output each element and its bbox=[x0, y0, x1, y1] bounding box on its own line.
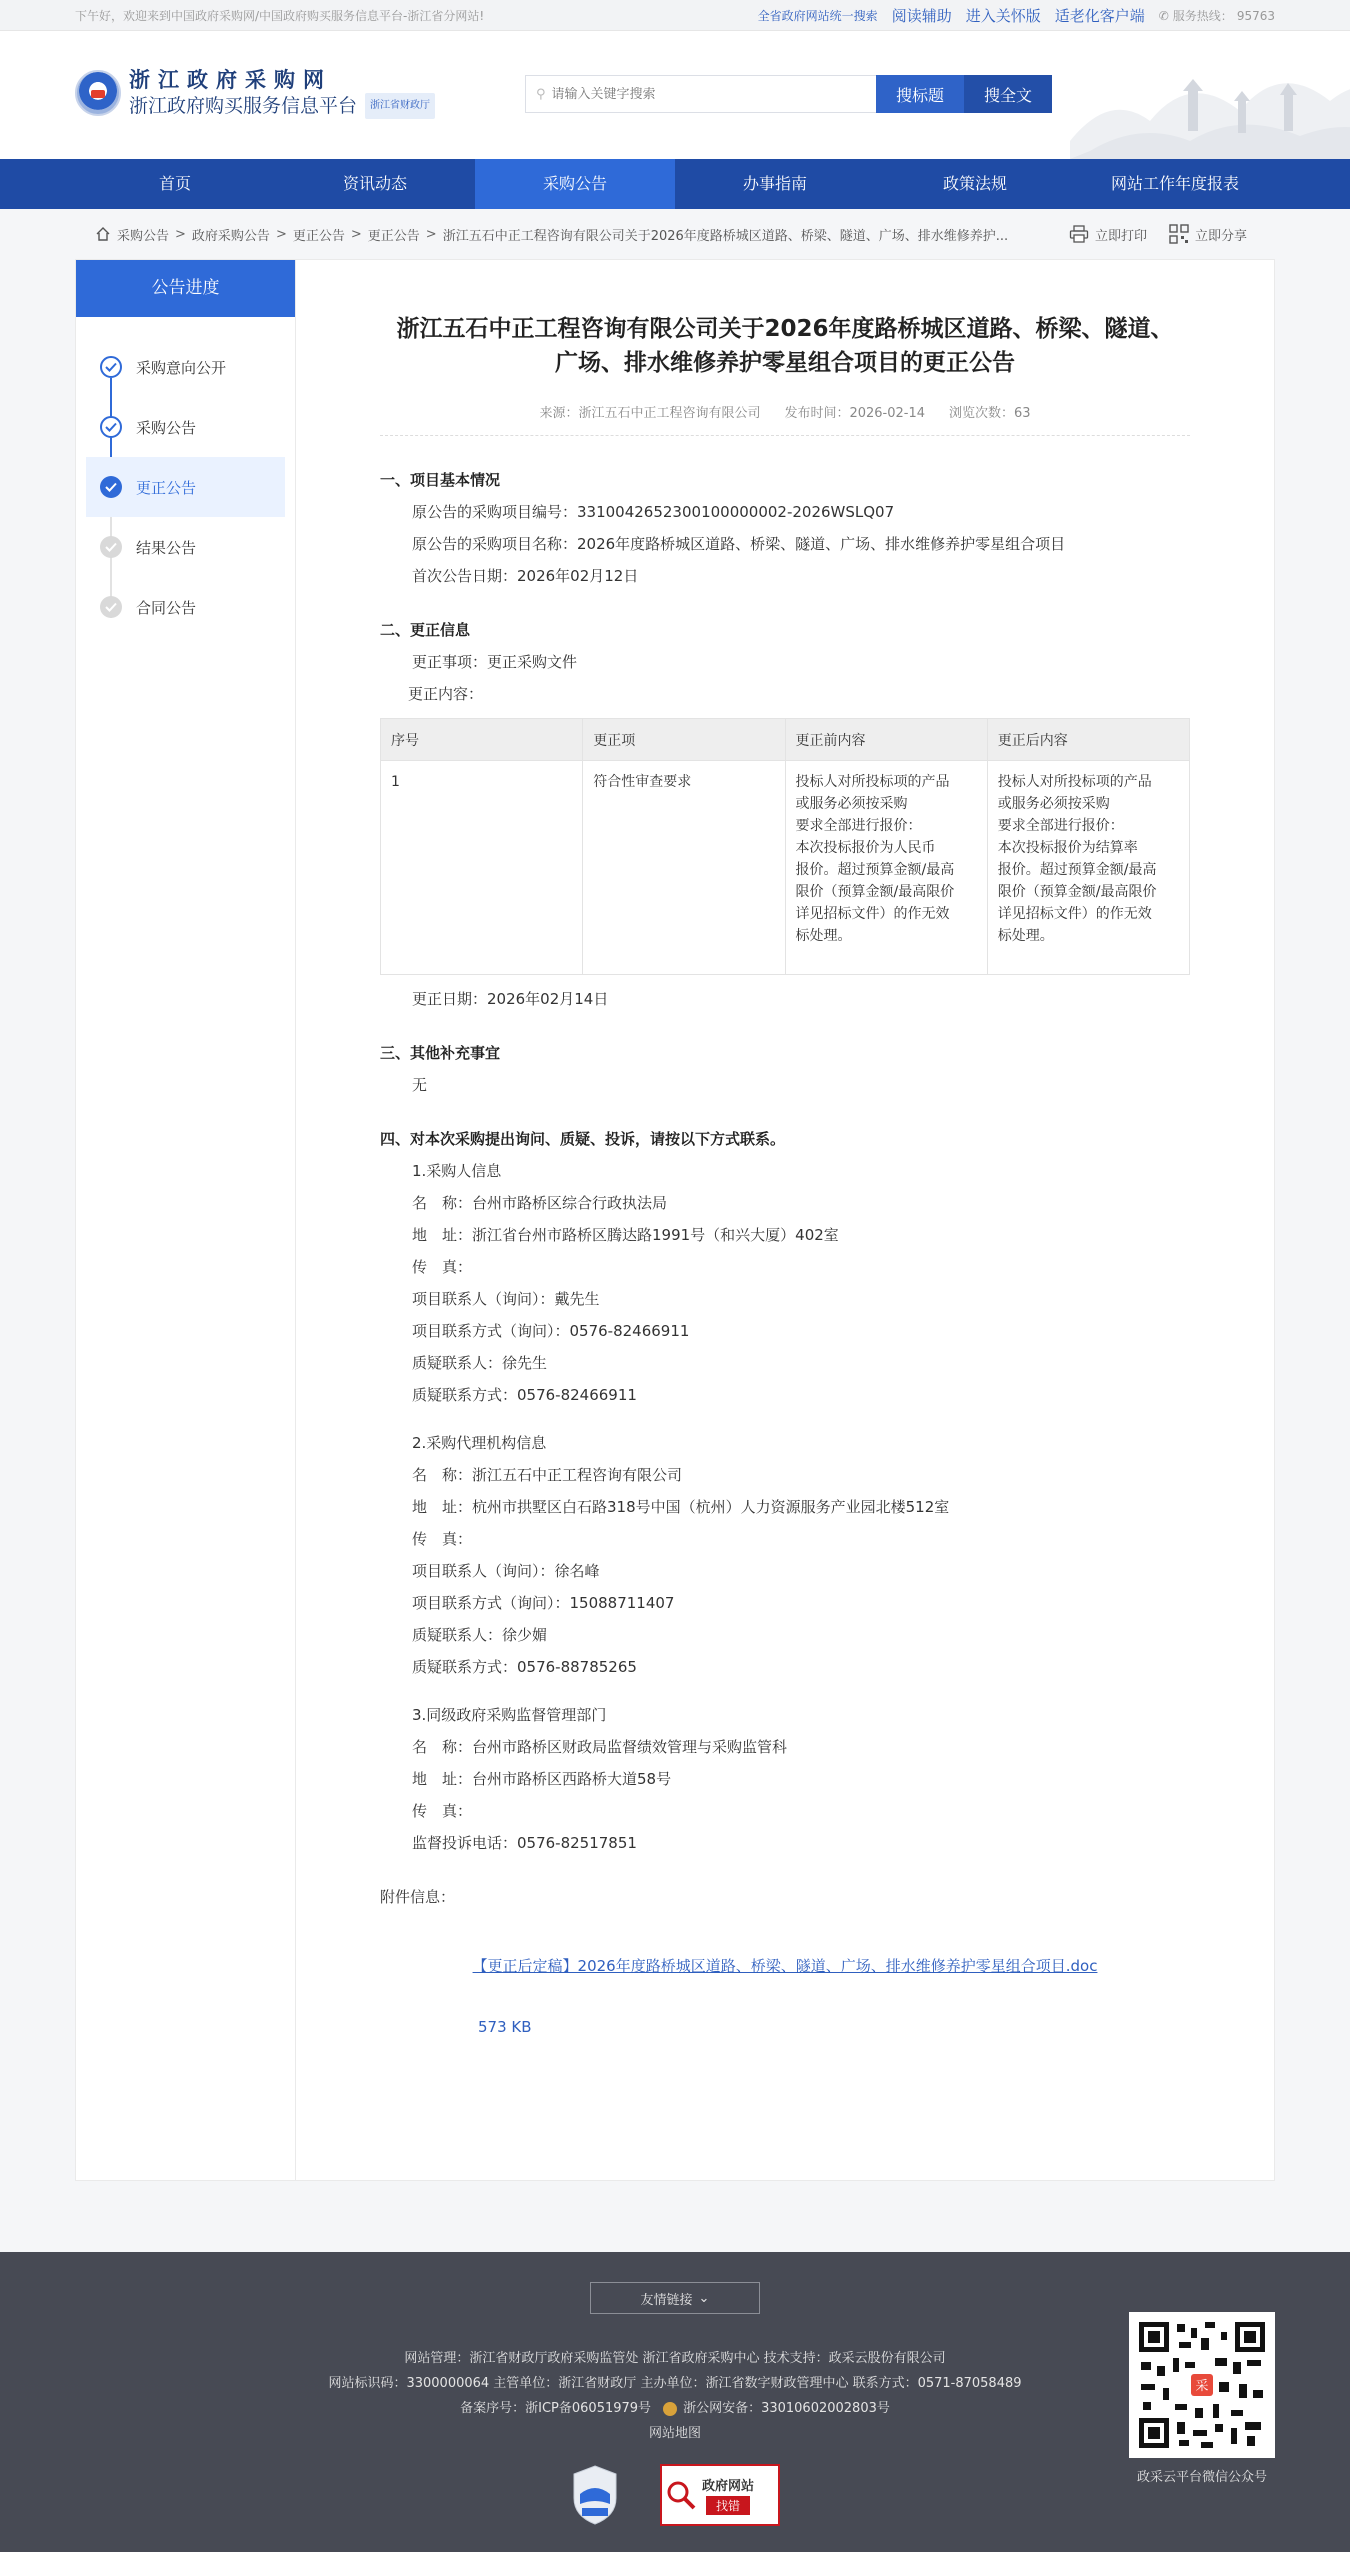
breadcrumb-item[interactable]: 采购公告 bbox=[117, 228, 170, 244]
site-header bbox=[0, 31, 1350, 159]
section-heading: 二、更正信息 bbox=[380, 621, 471, 639]
logo-emblem-icon bbox=[75, 70, 121, 116]
search-title-button[interactable]: 搜标题 bbox=[876, 75, 964, 113]
section-heading: 四、对本次采购提出询问、质疑、投诉，请按以下方式联系。 bbox=[380, 1130, 786, 1148]
first-notice-date: 首次公告日期：2026年02月12日 bbox=[412, 567, 639, 585]
contact-group-title: 2.采购代理机构信息 bbox=[412, 1434, 547, 1452]
check-icon bbox=[100, 536, 122, 558]
landscape-decoration bbox=[1070, 31, 1350, 159]
wechat-qrcode-icon bbox=[1129, 2312, 1275, 2458]
share-label: 立即分享 bbox=[1194, 228, 1247, 244]
step-label: 更正公告 bbox=[136, 478, 197, 497]
contact-line: 项目联系方式（询问）：15088711407 bbox=[412, 1594, 675, 1612]
table-header: 更正后内容 bbox=[987, 719, 1189, 761]
article-views: 浏览次数：63 bbox=[949, 406, 1031, 421]
breadcrumb-item[interactable]: 政府采购公告 bbox=[191, 228, 270, 244]
table-header: 更正项 bbox=[583, 719, 785, 761]
attachment-label: 附件信息： bbox=[380, 1888, 456, 1906]
logo-title: 浙江政府采购网 bbox=[129, 68, 332, 92]
nav-home[interactable]: 首页 bbox=[158, 174, 191, 193]
badge-top-text: 政府网站 bbox=[702, 2479, 755, 2494]
contact-line: 质疑联系方式：0576-88785265 bbox=[412, 1658, 637, 1676]
article-source: 来源：浙江五石中正工程咨询有限公司 bbox=[539, 406, 761, 421]
contact-line: 名 称：台州市路桥区综合行政执法局 bbox=[412, 1194, 668, 1212]
logo-badge: 浙江省财政厅 bbox=[365, 93, 435, 119]
top-bar bbox=[0, 0, 1350, 31]
site-logo[interactable] bbox=[75, 67, 435, 119]
contact-line: 质疑联系人：徐少媚 bbox=[412, 1626, 548, 1644]
step-label: 采购公告 bbox=[136, 418, 197, 437]
chevron-down-icon: ⌄ bbox=[698, 2290, 710, 2306]
hotline bbox=[1159, 7, 1275, 24]
print-button[interactable] bbox=[1069, 225, 1147, 244]
section-heading: 三、其他补充事宜 bbox=[380, 1044, 501, 1062]
printer-icon bbox=[1069, 225, 1089, 243]
search-icon: ⚲ bbox=[536, 86, 546, 102]
article-title-line: 广场、排水维修养护零星组合项目的更正公告 bbox=[555, 350, 1015, 376]
gov-site-error-report-badge[interactable] bbox=[660, 2464, 780, 2526]
attachment-size: 573 KB bbox=[478, 2018, 532, 2036]
contact-line: 项目联系方式（询问）：0576-82466911 bbox=[412, 1322, 690, 1340]
step-correction-notice[interactable] bbox=[86, 457, 285, 517]
breadcrumb-bar bbox=[75, 209, 1275, 259]
project-name: 原公告的采购项目名称：2026年度路桥城区道路、桥梁、隧道、广场、排水维修养护零星组合项目 bbox=[412, 535, 1066, 553]
reading-assist-link[interactable]: 阅读辅助 bbox=[891, 7, 952, 25]
contact-line: 质疑联系方式：0576-82466911 bbox=[412, 1386, 637, 1404]
check-icon bbox=[100, 416, 122, 438]
attachment-link[interactable]: 【更正后定稿】2026年度路桥城区道路、桥梁、隧道、广场、排水维修养护零星组合项目.doc bbox=[472, 1957, 1098, 1975]
other-matters: 无 bbox=[412, 1076, 428, 1094]
welcome-text: 下午好，欢迎来到中国政府采购网/中国政府购买服务信息平台-浙江省分网站! bbox=[75, 9, 485, 23]
logo-subtitle: 浙江政府购买服务信息平台 bbox=[129, 95, 358, 117]
nav-news[interactable]: 资讯动态 bbox=[342, 174, 407, 193]
table-cell: 符合性审查要求 bbox=[583, 761, 785, 975]
elder-client-link[interactable]: 适老化客户端 bbox=[1054, 7, 1145, 25]
table-cell: 投标人对所投标项的产品 或服务必须按采购 要求全部进行报价： 本次投标报价为结算率 报价。超过预算金额/最高 限价（预算金额/最高限价 详见招标文件）的作无效 标处理。 bbox=[987, 761, 1189, 975]
nav-guide[interactable]: 办事指南 bbox=[742, 174, 807, 193]
step-contract-notice[interactable] bbox=[86, 577, 285, 637]
check-icon bbox=[100, 596, 122, 618]
search-fulltext-button[interactable]: 搜全文 bbox=[964, 75, 1052, 113]
contact-line: 监督投诉电话：0576-82517851 bbox=[412, 1834, 637, 1852]
qrcode-caption: 政采云平台微信公众号 bbox=[1136, 2470, 1267, 2485]
friend-links-dropdown[interactable] bbox=[590, 2282, 760, 2314]
sitemap-link[interactable]: 网站地图 bbox=[648, 2426, 701, 2441]
icp-link[interactable]: 备案序号：浙ICP备06051979号 bbox=[460, 2401, 652, 2416]
police-badge-icon bbox=[663, 2402, 677, 2416]
phone-icon: ✆ bbox=[1158, 8, 1169, 23]
contact-line: 项目联系人（询问）：戴先生 bbox=[412, 1290, 600, 1308]
main-nav bbox=[0, 159, 1350, 209]
table-header: 序号 bbox=[381, 719, 583, 761]
correction-table bbox=[380, 718, 1190, 975]
step-intention[interactable] bbox=[86, 337, 285, 397]
friend-links-label: 友情链接 bbox=[640, 2292, 693, 2308]
contact-line: 传 真： bbox=[412, 1530, 473, 1548]
check-icon bbox=[100, 356, 122, 378]
magnifier-icon bbox=[666, 2480, 696, 2510]
table-cell: 投标人对所投标项的产品 或服务必须按采购 要求全部进行报价： 本次投标报价为人民币 报价。超过预算金额/最高 限价（预算金额/最高限价 详见招标文件）的作无效 标处理。 bbox=[785, 761, 987, 975]
table-cell: 1 bbox=[381, 761, 583, 975]
breadcrumb: 采购公告 > 政府采购公告 > 更正公告 > 更正公告 > 浙江五石中正工程咨询有限公司关于2026年度路桥城区道路、桥梁、隧道、广场、排水维修养护... bbox=[75, 225, 1030, 244]
contact-line: 名 称：浙江五石中正工程咨询有限公司 bbox=[412, 1466, 683, 1484]
police-link[interactable]: 浙公网安备：33010602002803号 bbox=[683, 2401, 890, 2416]
contact-line: 质疑联系人：徐先生 bbox=[412, 1354, 548, 1372]
sidebar-title: 公告进度 bbox=[76, 260, 295, 317]
footer-line bbox=[75, 2396, 1275, 2421]
nav-procurement-notice[interactable]: 采购公告 bbox=[475, 159, 675, 209]
nav-annual-report[interactable]: 网站工作年度报表 bbox=[1110, 174, 1239, 193]
progress-steps bbox=[76, 317, 295, 657]
print-label: 立即打印 bbox=[1094, 228, 1147, 244]
correction-matter: 更正事项：更正采购文件 bbox=[412, 653, 578, 671]
contact-line: 传 真： bbox=[412, 1258, 473, 1276]
article-meta bbox=[380, 402, 1190, 436]
main-area bbox=[75, 259, 1275, 2181]
badge-bottom-text: 找错 bbox=[706, 2496, 750, 2515]
contact-group-title: 3.同级政府采购监督管理部门 bbox=[412, 1706, 607, 1724]
article-pubtime: 发布时间：2026-02-14 bbox=[784, 406, 926, 421]
breadcrumb-item[interactable]: 更正公告 bbox=[367, 228, 420, 244]
qrcode-icon bbox=[1169, 224, 1189, 244]
search-input[interactable] bbox=[552, 87, 852, 102]
check-icon bbox=[100, 476, 122, 498]
contact-line: 地 址：台州市路桥区西路桥大道58号 bbox=[412, 1770, 672, 1788]
step-label: 采购意向公开 bbox=[136, 358, 227, 377]
public-institution-badge-icon[interactable] bbox=[570, 2464, 620, 2526]
footer-line: 网站管理：浙江省财政厅政府采购监管处 浙江省政府采购中心 技术支持：政采云股份有限公司 bbox=[404, 2351, 946, 2366]
hotline-label: 服务热线： bbox=[1172, 9, 1233, 23]
step-procurement-notice[interactable] bbox=[86, 397, 285, 457]
step-label: 结果公告 bbox=[136, 538, 197, 557]
contact-line: 地 址：浙江省台州市路桥区腾达路1991号（和兴大厦）402室 bbox=[412, 1226, 839, 1244]
contact-line: 项目联系人（询问）：徐名峰 bbox=[412, 1562, 600, 1580]
nav-policy[interactable]: 政策法规 bbox=[942, 174, 1007, 193]
table-header: 更正前内容 bbox=[785, 719, 987, 761]
project-number: 原公告的采购项目编号：3310042652300100000002-2026WSLQ07 bbox=[412, 503, 895, 521]
breadcrumb-current: 浙江五石中正工程咨询有限公司关于2026年度路桥城区道路、桥梁、隧道、广场、排水维修养护... bbox=[442, 228, 1009, 244]
contact-group-title: 1.采购人信息 bbox=[412, 1162, 502, 1180]
section-heading: 一、项目基本情况 bbox=[380, 471, 501, 489]
contact-line: 传 真： bbox=[412, 1802, 473, 1820]
site-footer bbox=[0, 2252, 1350, 2552]
step-result-notice[interactable] bbox=[86, 517, 285, 577]
correction-date: 更正日期：2026年02月14日 bbox=[412, 990, 609, 1008]
article-title-line: 浙江五石中正工程咨询有限公司关于2026年度路桥城区道路、桥梁、隧道、 bbox=[396, 316, 1174, 342]
progress-sidebar bbox=[75, 259, 295, 2181]
care-version-link[interactable]: 进入关怀版 bbox=[965, 7, 1041, 25]
breadcrumb-item[interactable]: 更正公告 bbox=[292, 228, 345, 244]
contact-line: 地 址：杭州市拱墅区白石路318号中国（杭州）人力资源服务产业园北楼512室 bbox=[412, 1498, 950, 1516]
article bbox=[295, 259, 1275, 2181]
svg-text:采: 采 bbox=[1195, 2379, 1209, 2394]
footer-line: 网站标识码：3300000064 主管单位：浙江省财政厅 主办单位：浙江省数字财政管理中心 联系方式：0571-87058489 bbox=[328, 2376, 1022, 2391]
home-icon[interactable] bbox=[95, 226, 111, 242]
search-box bbox=[525, 75, 876, 113]
article-title bbox=[380, 312, 1190, 380]
step-label: 合同公告 bbox=[136, 598, 197, 617]
share-button[interactable] bbox=[1169, 224, 1247, 244]
hotline-number: 95763 bbox=[1236, 8, 1275, 23]
province-search-link[interactable]: 全省政府网站统一搜索 bbox=[757, 9, 878, 23]
table-row bbox=[381, 761, 1190, 975]
contact-line: 名 称：台州市路桥区财政局监督绩效管理与采购监管科 bbox=[412, 1738, 788, 1756]
correction-content-label: 更正内容： bbox=[408, 685, 484, 703]
